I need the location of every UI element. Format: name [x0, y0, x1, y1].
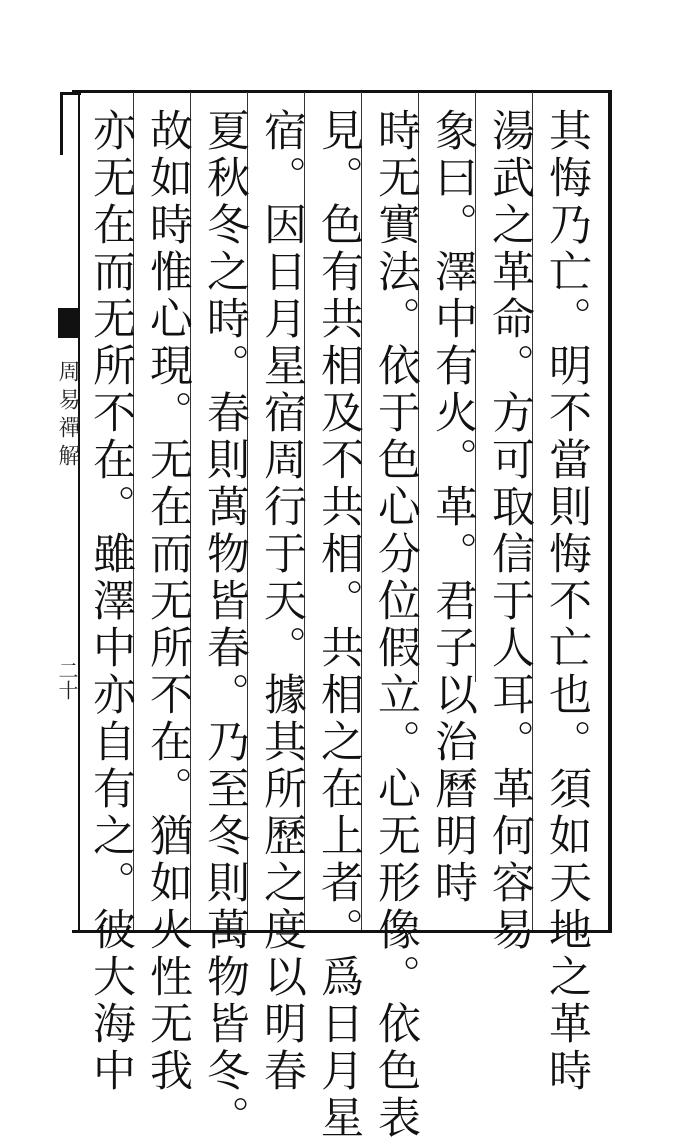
frame-top-border: [72, 90, 612, 93]
text-column-8: 故如時惟心現。无在而无所不在。猶如火性无我: [143, 108, 193, 1095]
fold-top-mark: [60, 92, 81, 155]
text-column-6: 宿。因日月星宿周行于天。據其所歷之度以明春: [257, 108, 307, 1095]
text-column-3: 象曰。澤中有火。革。君子以治曆明時: [428, 108, 478, 907]
center-fold-strip: [56, 92, 80, 930]
text-column-1: 其悔乃亡。明不當則悔不亡也。須如天地之革時: [542, 108, 592, 1095]
fold-title: 周易禪解: [55, 360, 80, 472]
fishtail-mark: [58, 308, 80, 338]
text-column-5: 見。色有共相及不共相。共相之在上者。爲日月星: [314, 108, 364, 1142]
fold-leaf-number: 二十: [55, 660, 79, 700]
text-column-4: 時无實法。依于色心分位假立。心无形像。依色表: [371, 108, 421, 1142]
frame-right-border: [608, 90, 612, 933]
text-column-7: 夏秋冬之時。春則萬物皆春。乃至冬則萬物皆冬。: [200, 108, 250, 1142]
text-column-2: 湯武之革命。方可取信于人耳。革何容易: [485, 108, 535, 954]
text-column-9: 亦无在而无所不在。雖澤中亦自有之。彼大海中: [86, 108, 136, 1095]
